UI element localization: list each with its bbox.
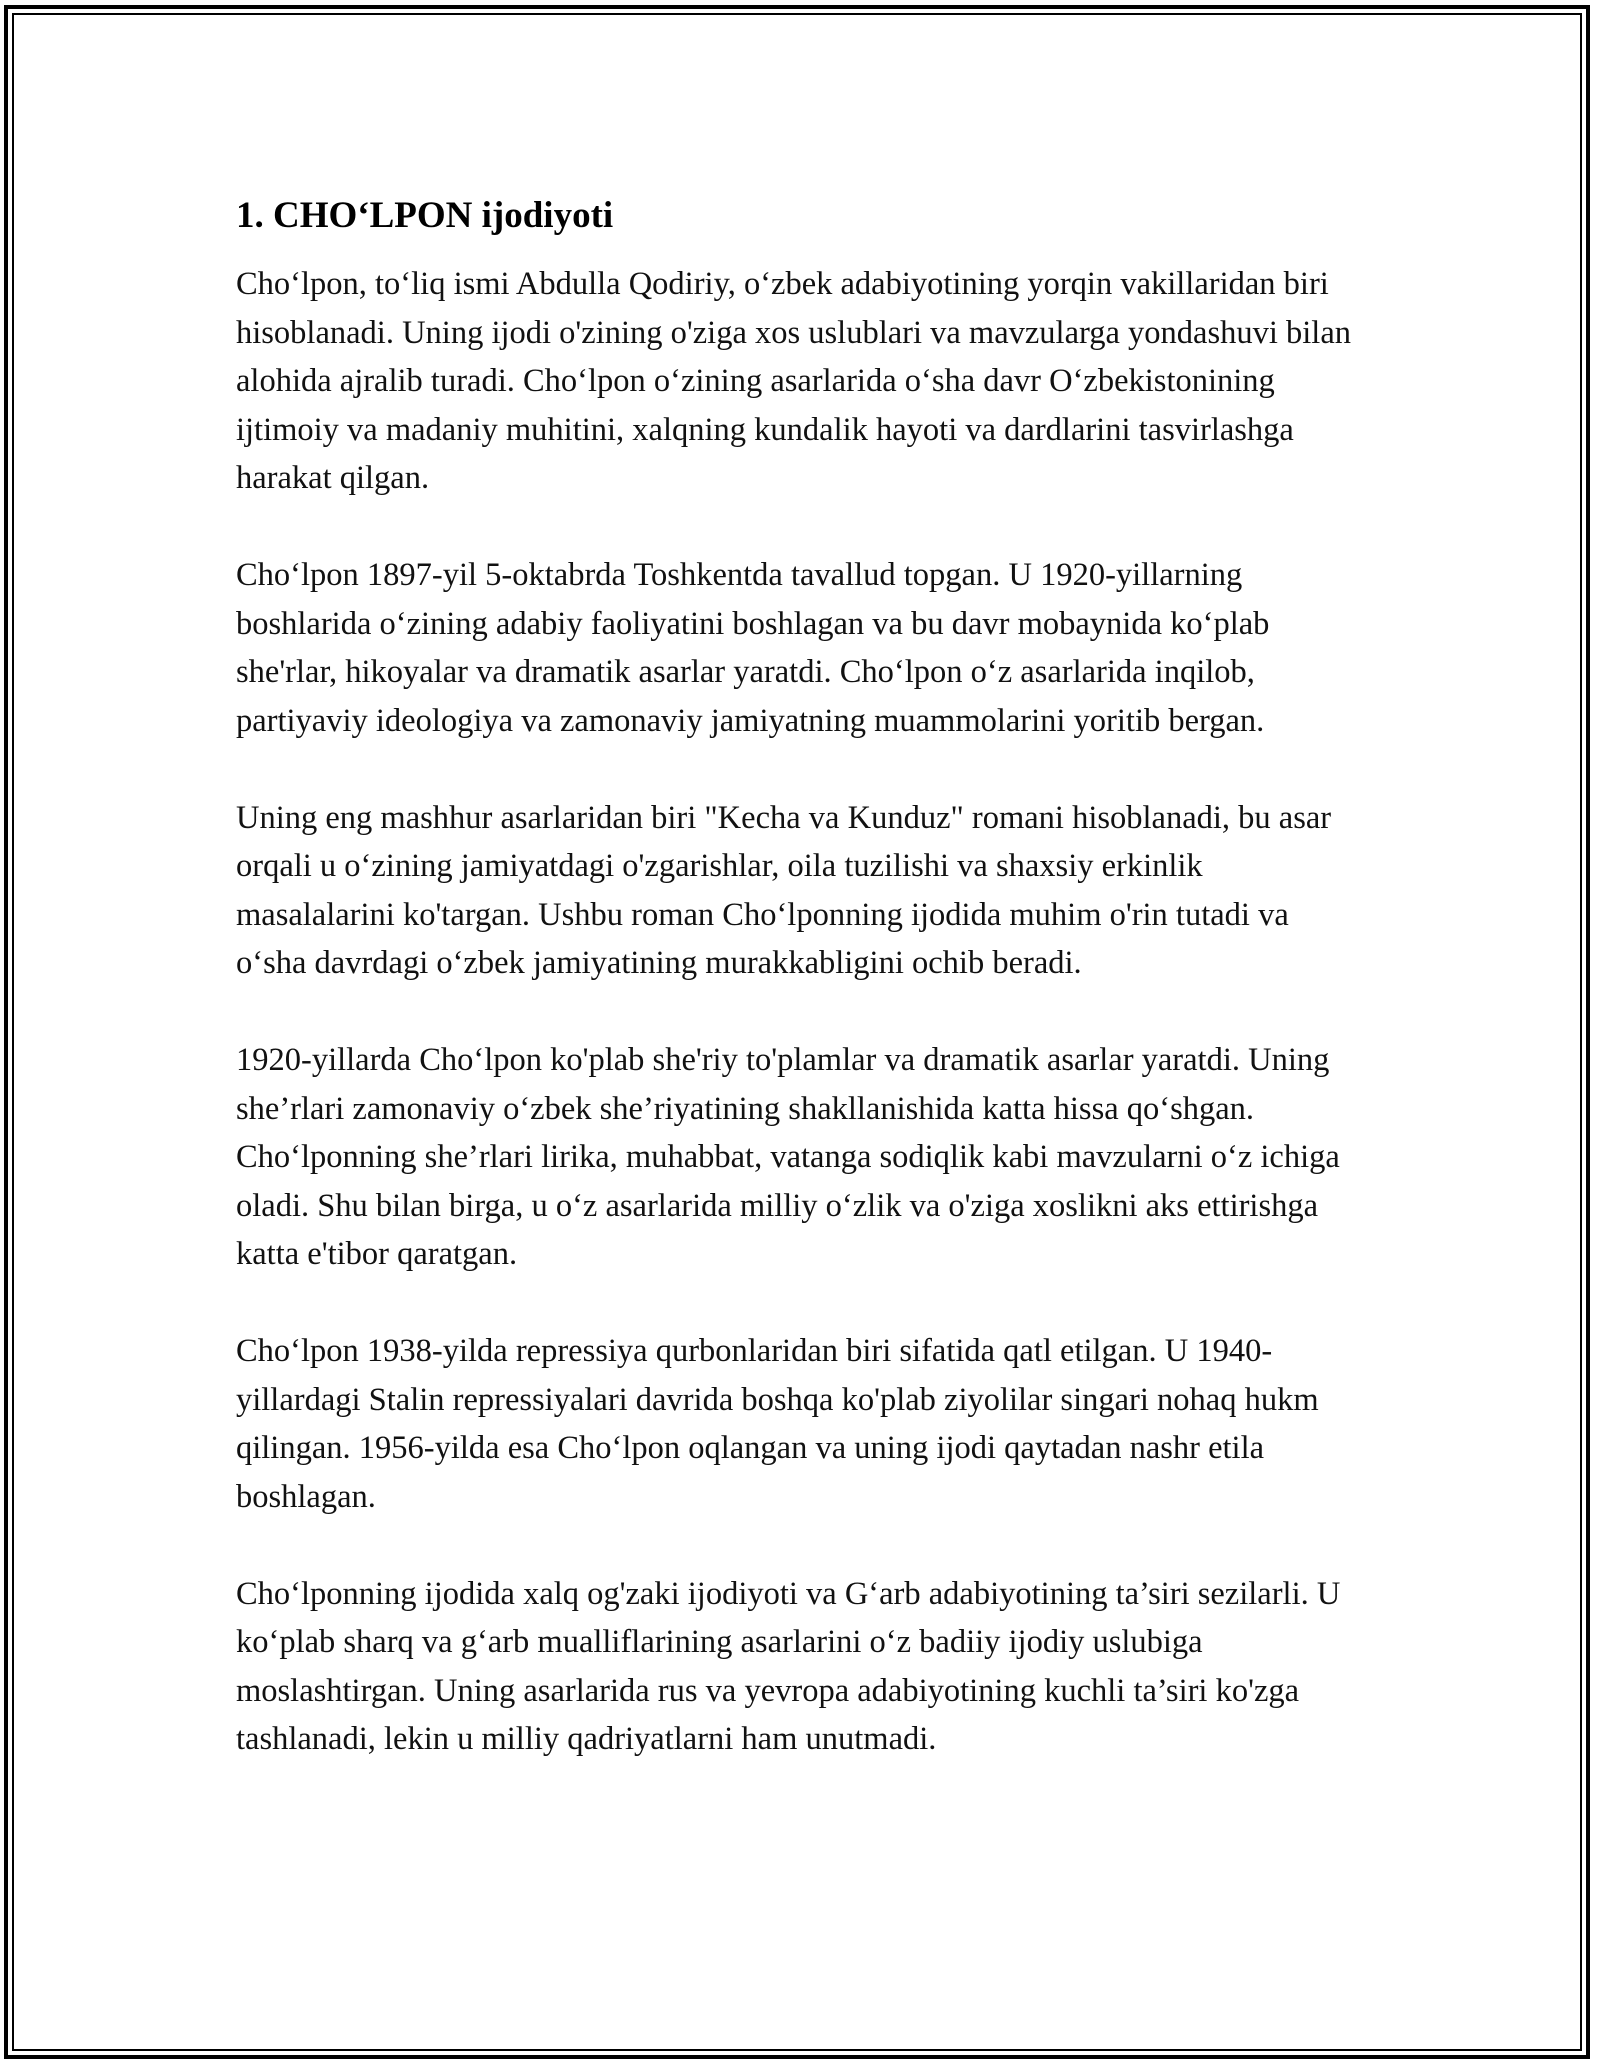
document-title: 1. CHO‘LPON ijodiyoti [236, 195, 614, 236]
document-body [236, 186, 1366, 1812]
paragraph: 1920-yillarda Cho‘lpon ko'plab she'riy to'plamlar va dramatik asarlar yaratdi. Uning she’rlari zamonaviy o‘zbek she’riyatining shakllanishida katta hissa qo‘shgan. Cho‘lponning she’rlari lirika, muhabbat, vatanga sodiqlik kabi mavzularni o‘z ichiga oladi. Shu bilan birga, u o‘z asarlarida milliy o‘zlik va o'ziga xoslikni aks ettirishga katta e'tibor qaratgan. [236, 1042, 1340, 1272]
paragraph: Cho‘lpon 1938-yilda repressiya qurbonlaridan biri sifatida qatl etilgan. U 1940-yillardagi Stalin repressiyalari davrida boshqa ko'plab ziyolilar singari nohaq hukm qilingan. 1956-yilda esa Cho‘lpon oqlangan va uning ijodi qaytadan nashr etila boshlagan. [236, 1333, 1319, 1515]
paragraph: Cho‘lpon, to‘liq ismi Abdulla Qodiriy, o‘zbek adabiyotining yorqin vakillaridan biri hisoblanadi. Uning ijodi o'zining o'ziga xos uslublari va mavzularga yondashuvi bilan alohida ajralib turadi. Cho‘lpon o‘zining asarlarida o‘sha davr O‘zbekistonining ijtimoiy va madaniy muhitini, xalqning kundalik hayoti va dardlarini tasvirlashga harakat qilgan. [236, 266, 1352, 496]
paragraph: Cho‘lpon 1897-yil 5-oktabrda Toshkentda tavallud topgan. U 1920-yillarning boshlarida o‘zining adabiy faoliyatini boshlagan va bu davr mobaynida ko‘plab she'rlar, hikoyalar va dramatik asarlar yaratdi. Cho‘lpon o‘z asarlarida inqilob, partiyaviy ideologiya va zamonaviy jamiyatning muammolarini yoritib bergan. [236, 557, 1270, 739]
paragraph: Cho‘lponning ijodida xalq og'zaki ijodiyoti va G‘arb adabiyotining ta’siri sezilarli. U ko‘plab sharq va g‘arb mualliflarining asarlarini o‘z badiiy ijodiy uslubiga moslashtirgan. Uning asarlarida rus va yevropa adabiyotining kuchli ta’siri ko'zga tashlanadi, lekin u milliy qadriyatlarni ham unutmadi. [236, 1575, 1341, 1757]
paragraph: Uning eng mashhur asarlaridan biri "Kecha va Kunduz" romani hisoblanadi, bu asar orqali u o‘zining jamiyatdagi o'zgarishlar, oila tuzilishi va shaxsiy erkinlik masalalarini ko'targan. Ushbu roman Cho‘lponning ijodida muhim o'rin tutadi va o‘sha davrdagi o‘zbek jamiyatining murakkabligini ochib beradi. [236, 799, 1332, 981]
